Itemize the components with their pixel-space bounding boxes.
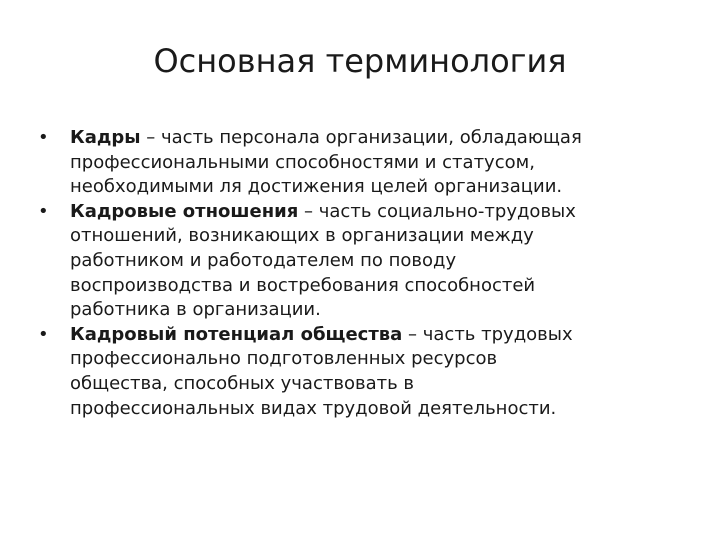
definition-text: – часть трудовых — [402, 323, 573, 345]
bullet-item-kadrovye-otnosheniya — [38, 200, 698, 323]
definition-text: – часть персонала организации, обладающая — [140, 127, 582, 148]
definition-text: отношений, возникающих в организации между — [70, 225, 534, 247]
definition-text: – часть социально-трудовых — [298, 200, 576, 222]
bullet-item-kadry — [38, 126, 698, 200]
bullet-list — [38, 126, 698, 421]
bullet-icon: • — [38, 200, 49, 222]
bullet-item-kadrovyi-potentsial — [38, 323, 698, 421]
bullet-line — [70, 200, 698, 225]
term-label: Кадры — [70, 127, 141, 148]
term-label: Кадровый потенциал общества — [70, 323, 403, 345]
bullet-icon: • — [38, 323, 49, 345]
definition-text: работником и работодателем по поводу — [70, 249, 457, 271]
definition-text: профессионально подготовленных ресурсов — [70, 348, 498, 370]
slide-title: Основная терминология — [153, 42, 567, 80]
definition-text: профессиональными способностями и статусом, — [70, 151, 535, 173]
definition-text: необходимыми ля достижения целей организации. — [70, 176, 563, 198]
term-label: Кадровые отношения — [70, 200, 299, 222]
definition-text: общества, способных участвовать в — [70, 372, 415, 394]
bullet-line — [70, 323, 698, 348]
definition-text: воспроизводства и востребования способностей — [70, 274, 536, 296]
definition-text: работника в организации. — [70, 299, 321, 321]
bullet-icon: • — [38, 127, 49, 148]
bullet-line — [70, 126, 698, 151]
definition-text: профессиональных видах трудовой деятельности. — [70, 397, 557, 419]
